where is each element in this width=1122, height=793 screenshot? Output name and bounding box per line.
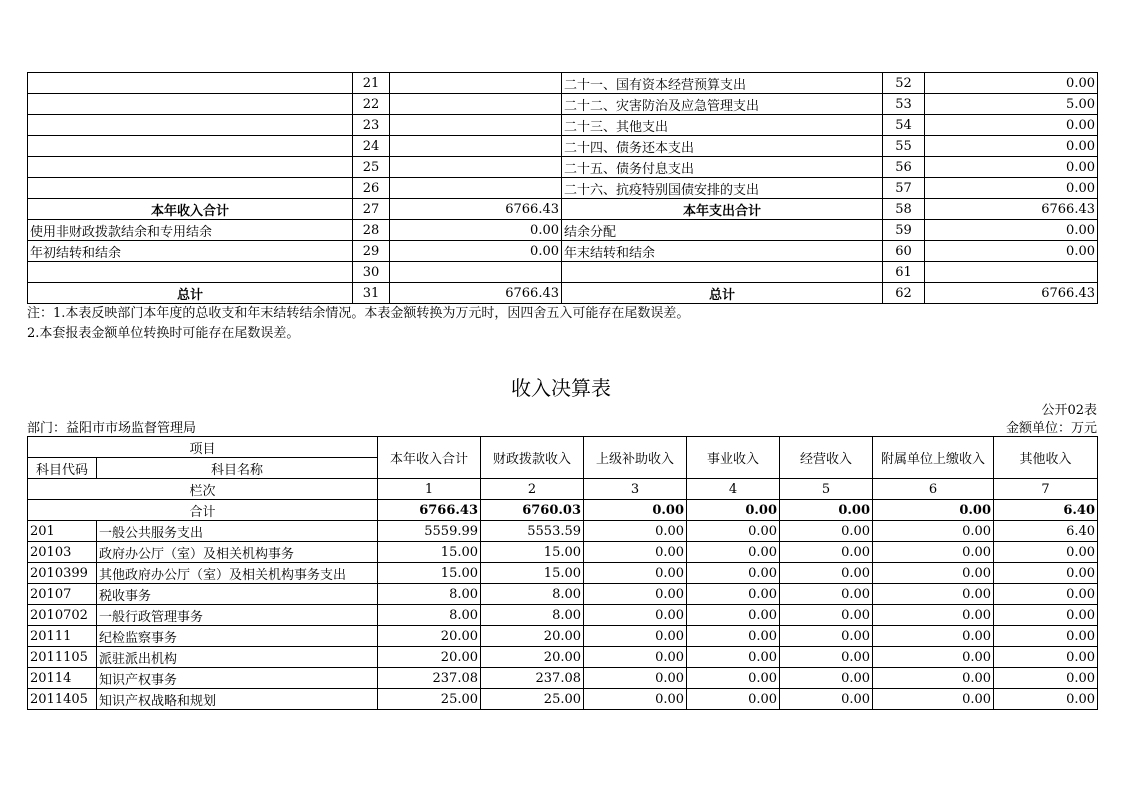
amount-cell: 25.00 — [378, 689, 481, 710]
right-amount-cell: 6766.43 — [925, 283, 1098, 304]
amount-cell: 237.08 — [481, 668, 584, 689]
amount-cell: 0.00 — [584, 626, 687, 647]
lane-row — [28, 479, 1098, 500]
amount-cell: 0.00 — [780, 689, 873, 710]
right-item-cell: 总计 — [562, 283, 883, 304]
total-value: 6.40 — [994, 500, 1098, 521]
amount-cell: 0.00 — [584, 605, 687, 626]
right-amount-cell: 0.00 — [925, 157, 1098, 178]
amount-cell: 0.00 — [780, 521, 873, 542]
amount-cell: 0.00 — [780, 563, 873, 584]
header-col-7: 其他收入 — [994, 437, 1098, 479]
summary-row — [28, 94, 1098, 115]
total-value: 6760.03 — [481, 500, 584, 521]
left-item-cell: 本年收入合计 — [28, 199, 353, 220]
table-row — [28, 647, 1098, 668]
subject-name: 知识产权事务 — [97, 668, 378, 689]
left-line-number: 23 — [353, 115, 390, 136]
amount-cell: 0.00 — [687, 647, 780, 668]
header-col-3: 上级补助收入 — [584, 437, 687, 479]
amount-cell: 0.00 — [994, 647, 1098, 668]
right-line-number: 58 — [883, 199, 925, 220]
amount-cell: 0.00 — [873, 647, 994, 668]
amount-cell: 0.00 — [687, 626, 780, 647]
left-amount-cell: 0.00 — [390, 241, 562, 262]
header-row-1 — [28, 437, 1098, 458]
amount-cell: 0.00 — [873, 689, 994, 710]
subject-name: 一般公共服务支出 — [97, 521, 378, 542]
right-line-number: 62 — [883, 283, 925, 304]
right-item-cell — [562, 262, 883, 283]
right-amount-cell: 5.00 — [925, 94, 1098, 115]
right-amount-cell: 0.00 — [925, 241, 1098, 262]
lane-number: 4 — [687, 479, 780, 500]
summary-row — [28, 73, 1098, 94]
amount-cell: 8.00 — [481, 584, 584, 605]
amount-cell: 8.00 — [481, 605, 584, 626]
summary-row — [28, 178, 1098, 199]
left-line-number: 21 — [353, 73, 390, 94]
summary-table — [27, 72, 1098, 304]
subject-name: 纪检监察事务 — [97, 626, 378, 647]
summary-row — [28, 241, 1098, 262]
table-row — [28, 626, 1098, 647]
lane-number: 7 — [994, 479, 1098, 500]
right-line-number: 54 — [883, 115, 925, 136]
left-item-cell — [28, 94, 353, 115]
amount-cell: 0.00 — [873, 563, 994, 584]
right-item-cell: 结余分配 — [562, 220, 883, 241]
left-amount-cell — [390, 94, 562, 115]
income-table-body — [28, 437, 1098, 710]
subject-code: 2010702 — [28, 605, 97, 626]
left-line-number: 26 — [353, 178, 390, 199]
total-value: 6766.43 — [378, 500, 481, 521]
left-amount-cell: 6766.43 — [390, 199, 562, 220]
amount-cell: 0.00 — [994, 542, 1098, 563]
right-item-cell: 二十四、债务还本支出 — [562, 136, 883, 157]
right-amount-cell: 0.00 — [925, 115, 1098, 136]
lane-number: 1 — [378, 479, 481, 500]
right-item-cell: 二十二、灾害防治及应急管理支出 — [562, 94, 883, 115]
amount-cell: 0.00 — [687, 563, 780, 584]
lane-number: 5 — [780, 479, 873, 500]
right-line-number: 61 — [883, 262, 925, 283]
subject-name: 一般行政管理事务 — [97, 605, 378, 626]
right-line-number: 60 — [883, 241, 925, 262]
amount-cell: 0.00 — [687, 689, 780, 710]
amount-cell: 0.00 — [584, 563, 687, 584]
header-col-2: 财政拨款收入 — [481, 437, 584, 479]
summary-table-body — [28, 73, 1098, 304]
amount-cell: 0.00 — [873, 605, 994, 626]
header-col-6: 附属单位上缴收入 — [873, 437, 994, 479]
lane-number: 6 — [873, 479, 994, 500]
summary-row — [28, 283, 1098, 304]
left-amount-cell: 6766.43 — [390, 283, 562, 304]
amount-cell: 25.00 — [481, 689, 584, 710]
table-row — [28, 521, 1098, 542]
amount-cell: 0.00 — [780, 605, 873, 626]
right-amount-cell: 0.00 — [925, 73, 1098, 94]
table-row — [28, 542, 1098, 563]
subject-name: 派驻派出机构 — [97, 647, 378, 668]
left-item-cell — [28, 115, 353, 136]
subject-code: 2011405 — [28, 689, 97, 710]
left-line-number: 27 — [353, 199, 390, 220]
right-item-cell: 本年支出合计 — [562, 199, 883, 220]
left-line-number: 30 — [353, 262, 390, 283]
income-table — [27, 436, 1098, 710]
subject-code: 20111 — [28, 626, 97, 647]
left-line-number: 31 — [353, 283, 390, 304]
amount-cell: 0.00 — [994, 563, 1098, 584]
summary-row — [28, 157, 1098, 178]
right-amount-cell: 0.00 — [925, 178, 1098, 199]
page-title: 收入决算表 — [511, 376, 611, 400]
left-item-cell — [28, 262, 353, 283]
left-amount-cell — [390, 262, 562, 283]
amount-cell: 0.00 — [687, 668, 780, 689]
header-name: 科目名称 — [97, 458, 378, 479]
left-amount-cell — [390, 136, 562, 157]
summary-row — [28, 220, 1098, 241]
amount-cell: 20.00 — [481, 626, 584, 647]
amount-cell: 20.00 — [378, 647, 481, 668]
left-item-cell — [28, 157, 353, 178]
amount-cell: 0.00 — [584, 689, 687, 710]
table-row — [28, 584, 1098, 605]
table-row — [28, 689, 1098, 710]
amount-cell: 0.00 — [873, 542, 994, 563]
right-item-cell: 二十一、国有资本经营预算支出 — [562, 73, 883, 94]
right-item-cell: 二十六、抗疫特别国债安排的支出 — [562, 178, 883, 199]
left-line-number: 28 — [353, 220, 390, 241]
amount-cell: 15.00 — [378, 563, 481, 584]
amount-cell: 0.00 — [994, 668, 1098, 689]
left-item-cell — [28, 136, 353, 157]
total-row — [28, 500, 1098, 521]
amount-cell: 0.00 — [780, 542, 873, 563]
right-line-number: 59 — [883, 220, 925, 241]
note-line-2: 2.本套报表金额单位转换时可能存在尾数误差。 — [27, 326, 300, 341]
left-line-number: 29 — [353, 241, 390, 262]
amount-cell: 0.00 — [687, 521, 780, 542]
left-item-cell: 使用非财政拨款结余和专用结余 — [28, 220, 353, 241]
amount-cell: 8.00 — [378, 584, 481, 605]
left-amount-cell: 0.00 — [390, 220, 562, 241]
amount-cell: 0.00 — [994, 584, 1098, 605]
amount-cell: 0.00 — [584, 584, 687, 605]
left-amount-cell — [390, 178, 562, 199]
subject-code: 20107 — [28, 584, 97, 605]
header-col-4: 事业收入 — [687, 437, 780, 479]
amount-cell: 0.00 — [584, 521, 687, 542]
table-row — [28, 668, 1098, 689]
left-item-cell: 年初结转和结余 — [28, 241, 353, 262]
summary-row — [28, 199, 1098, 220]
department-label: 部门：益阳市市场监督管理局 — [27, 421, 197, 436]
amount-cell: 20.00 — [378, 626, 481, 647]
summary-row — [28, 136, 1098, 157]
subject-name: 税收事务 — [97, 584, 378, 605]
left-line-number: 24 — [353, 136, 390, 157]
left-item-cell: 总计 — [28, 283, 353, 304]
total-label: 合计 — [28, 500, 378, 521]
total-value: 0.00 — [687, 500, 780, 521]
amount-cell: 0.00 — [584, 542, 687, 563]
subject-name: 其他政府办公厅（室）及相关机构事务支出 — [97, 563, 378, 584]
amount-cell: 15.00 — [481, 563, 584, 584]
summary-row — [28, 115, 1098, 136]
table-row — [28, 563, 1098, 584]
lane-number: 3 — [584, 479, 687, 500]
lane-number: 2 — [481, 479, 584, 500]
amount-cell: 0.00 — [994, 626, 1098, 647]
amount-cell: 0.00 — [780, 584, 873, 605]
amount-cell: 0.00 — [994, 605, 1098, 626]
amount-cell: 0.00 — [584, 647, 687, 668]
total-value: 0.00 — [780, 500, 873, 521]
amount-cell: 0.00 — [873, 668, 994, 689]
right-item-cell: 年末结转和结余 — [562, 241, 883, 262]
right-line-number: 57 — [883, 178, 925, 199]
left-item-cell — [28, 178, 353, 199]
left-amount-cell — [390, 157, 562, 178]
amount-cell: 5553.59 — [481, 521, 584, 542]
unit-label: 金额单位：万元 — [1005, 421, 1097, 436]
amount-cell: 20.00 — [481, 647, 584, 668]
amount-cell: 0.00 — [687, 584, 780, 605]
lane-label: 栏次 — [28, 479, 378, 500]
header-item: 项目 — [28, 437, 378, 458]
amount-cell: 15.00 — [481, 542, 584, 563]
subject-code: 201 — [28, 521, 97, 542]
amount-cell: 0.00 — [687, 605, 780, 626]
header-col-5: 经营收入 — [780, 437, 873, 479]
right-item-cell: 二十三、其他支出 — [562, 115, 883, 136]
amount-cell: 0.00 — [780, 668, 873, 689]
subject-code: 20103 — [28, 542, 97, 563]
right-line-number: 53 — [883, 94, 925, 115]
right-amount-cell: 6766.43 — [925, 199, 1098, 220]
left-amount-cell — [390, 73, 562, 94]
amount-cell: 0.00 — [994, 689, 1098, 710]
right-line-number: 56 — [883, 157, 925, 178]
left-amount-cell — [390, 115, 562, 136]
amount-cell: 0.00 — [687, 542, 780, 563]
amount-cell: 8.00 — [378, 605, 481, 626]
total-value: 0.00 — [584, 500, 687, 521]
note-line-1: 注：1.本表反映部门本年度的总收支和年末结转结余情况。本表金额转换为万元时，因四舍五入可能存在尾数误差。 — [27, 306, 690, 321]
amount-cell: 0.00 — [873, 626, 994, 647]
amount-cell: 0.00 — [780, 647, 873, 668]
total-value: 0.00 — [873, 500, 994, 521]
summary-row — [28, 262, 1098, 283]
subject-code: 20114 — [28, 668, 97, 689]
subject-name: 政府办公厅（室）及相关机构事务 — [97, 542, 378, 563]
left-line-number: 25 — [353, 157, 390, 178]
header-code: 科目代码 — [28, 458, 97, 479]
right-line-number: 55 — [883, 136, 925, 157]
right-amount-cell — [925, 262, 1098, 283]
table-row — [28, 605, 1098, 626]
amount-cell: 0.00 — [780, 626, 873, 647]
left-line-number: 22 — [353, 94, 390, 115]
amount-cell: 237.08 — [378, 668, 481, 689]
amount-cell: 0.00 — [873, 584, 994, 605]
amount-cell: 0.00 — [584, 668, 687, 689]
amount-cell: 0.00 — [873, 521, 994, 542]
subject-code: 2010399 — [28, 563, 97, 584]
right-amount-cell: 0.00 — [925, 136, 1098, 157]
amount-cell: 15.00 — [378, 542, 481, 563]
form-code: 公开02表 — [1041, 403, 1097, 418]
subject-code: 2011105 — [28, 647, 97, 668]
right-line-number: 52 — [883, 73, 925, 94]
left-item-cell — [28, 73, 353, 94]
amount-cell: 6.40 — [994, 521, 1098, 542]
amount-cell: 5559.99 — [378, 521, 481, 542]
header-col-1: 本年收入合计 — [378, 437, 481, 479]
right-item-cell: 二十五、债务付息支出 — [562, 157, 883, 178]
subject-name: 知识产权战略和规划 — [97, 689, 378, 710]
right-amount-cell: 0.00 — [925, 220, 1098, 241]
